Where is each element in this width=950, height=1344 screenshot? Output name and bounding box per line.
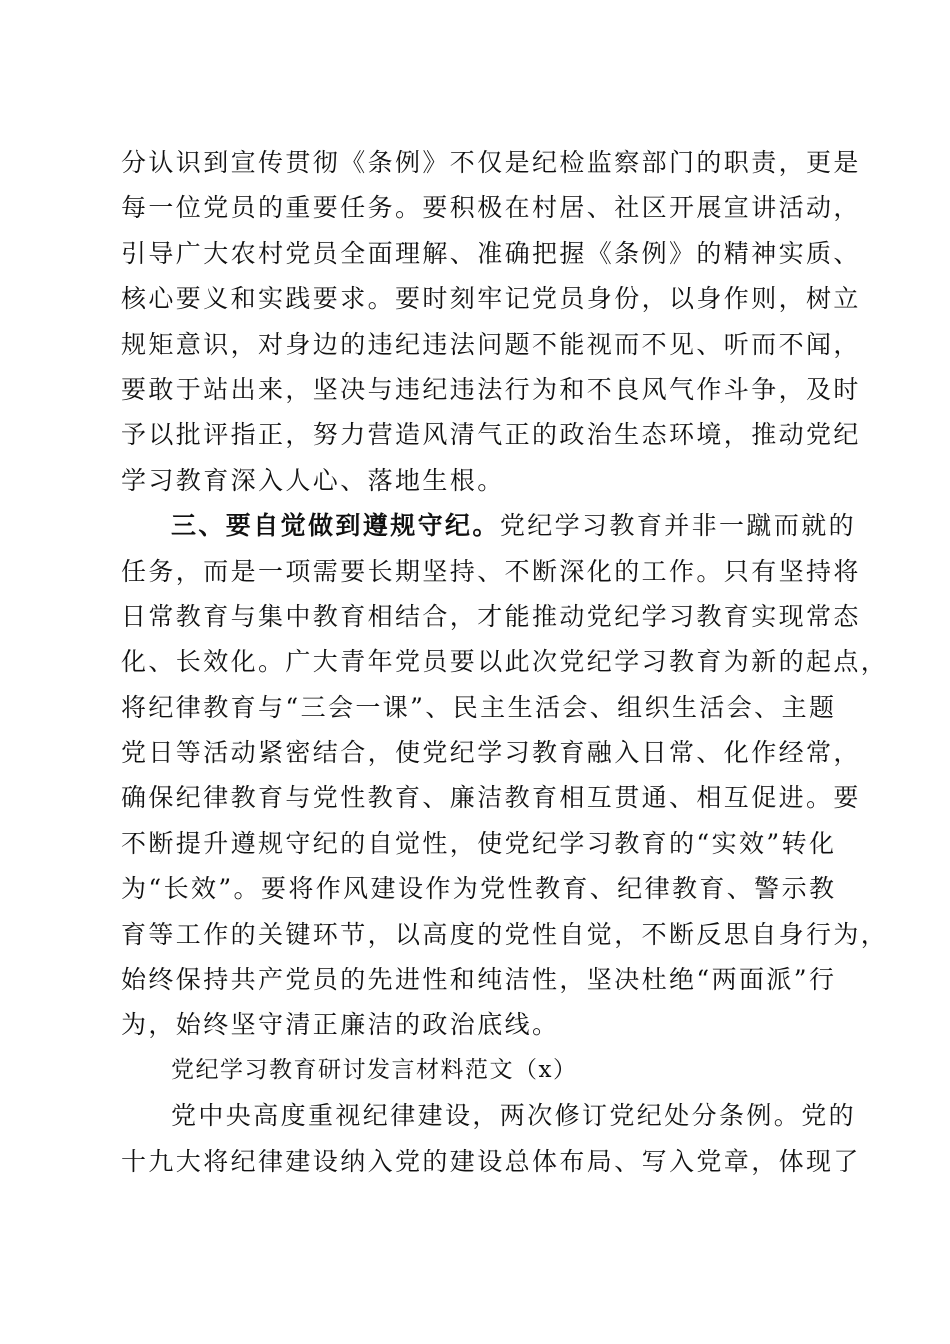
text-line: 始终保持共产党员的先进性和纯洁性，坚决杜绝“两面派”行 (121, 965, 837, 995)
section-title: 党纪学习教育研讨发言材料范文（x） (171, 1056, 578, 1083)
paragraph-2 (121, 503, 889, 1048)
paragraph-1 (121, 140, 861, 503)
text-line: 十九大将纪律建设纳入党的建设总体布局、写入党章，体现了 (121, 1146, 861, 1176)
text-line: 每一位党员的重要任务。要积极在村居、社区开展宣讲活动， (121, 193, 861, 223)
text-line: 规矩意识，对身边的违纪违法问题不能视而不见、听而不闻， (121, 329, 861, 359)
text-line: 将纪律教育与“三会一课”、民主生活会、组织生活会、主题 (121, 692, 837, 722)
text-line: 日常教育与集中教育相结合，才能推动党纪学习教育实现常态 (121, 601, 861, 631)
paragraph-3 (121, 1093, 861, 1184)
paragraph-first-line (121, 503, 857, 548)
text-line: 分认识到宣传贯彻《条例》不仅是纪检监察部门的职责，更是 (121, 148, 861, 177)
text-line: 任务，而是一项需要长期坚持、不断深化的工作。只有坚持将 (121, 556, 861, 586)
text-line: 为，始终坚守清正廉洁的政治底线。 (121, 1010, 560, 1040)
document-body (121, 140, 889, 1184)
text-line: 确保纪律教育与党性教育、廉洁教育相互贯通、相互促进。要 (121, 783, 861, 813)
text-line: 为“长效”。要将作风建设作为党性教育、纪律教育、警示教 (121, 874, 837, 904)
text-line: 引导广大农村党员全面理解、准确把握《条例》的精神实质、 (121, 238, 861, 268)
text-line: 予以批评指正，努力营造风清气正的政治生态环境，推动党纪 (121, 420, 861, 450)
text-line: 核心要义和实践要求。要时刻牢记党员身份，以身作则，树立 (121, 284, 861, 314)
text-line: 育等工作的关键环节，以高度的党性自觉，不断反思自身行为， (121, 919, 889, 949)
text-line: 化、长效化。广大青年党员要以此次党纪学习教育为新的起点， (121, 647, 889, 677)
paragraph-first-line: 党中央高度重视纪律建设，两次修订党纪处分条例。党的 (171, 1101, 857, 1131)
text-line: 要敢于站出来，坚决与违纪违法行为和不良风气作斗争，及时 (121, 374, 861, 404)
text-line: 党日等活动紧密结合，使党纪学习教育融入日常、化作经常， (121, 738, 861, 768)
text-line: 不断提升遵规守纪的自觉性，使党纪学习教育的“实效”转化 (121, 828, 837, 858)
text-line: 学习教育深入人心、落地生根。 (121, 465, 505, 495)
heading-line-rest: 党纪学习教育并非一蹴而就的 (499, 511, 857, 541)
section-heading: 三、要自觉做到遵规守纪。 (171, 511, 500, 541)
